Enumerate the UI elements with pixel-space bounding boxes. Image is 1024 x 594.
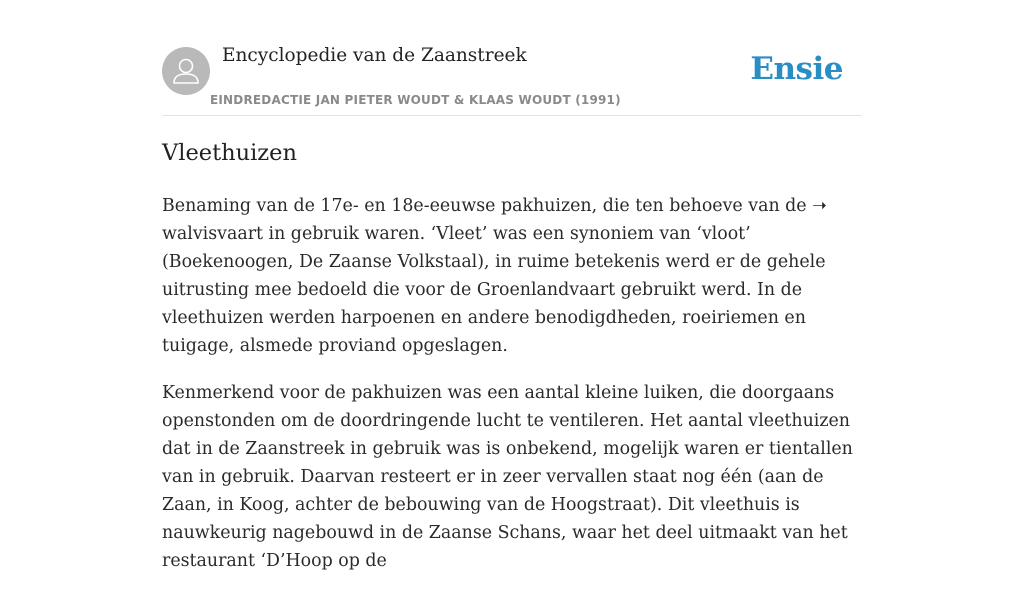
- entry-paragraph-2: Kenmerkend voor de pakhuizen was een aantal kleine luiken, die doorgaans openstonden om de doordringende lucht te ventileren. Het aantal vleethuizen dat in de Zaanstreek in gebruik was is onbekend, mogelijk waren er tientallen van in gebruik. Daarvan resteert er in zeer vervallen staat nog één (aan de Zaan, in Koog, achter de bebouwing van de Hoogstraat). Dit vleethuis is nauwkeurig nagebouwd in de Zaanse Schans, waar het deel uitmaakt van het restaurant ‘D’Hoop op de: [162, 383, 853, 571]
- user-avatar-icon[interactable]: [162, 47, 210, 95]
- source-title[interactable]: Encyclopedie van de Zaanstreek: [222, 45, 527, 66]
- article-page: [162, 0, 862, 571]
- user-silhouette-icon: [162, 47, 210, 95]
- ensie-logo[interactable]: Ensie: [750, 51, 843, 87]
- entry-body: [162, 192, 862, 594]
- editors-credit: EINDREDACTIE JAN PIETER WOUDT & KLAAS WOUDT (1991): [210, 93, 621, 107]
- cross-reference-arrow-icon[interactable]: ➝: [812, 196, 827, 216]
- header-divider: [162, 115, 862, 116]
- paragraph-1-text-end: walvisvaart in gebruik waren. ‘Vleet’ was een synoniem van ‘vloot’ (Boekenoogen, De Zaanse Volkstaal), in ruime betekenis werd er de gehele uitrusting mee bedoeld die voor de Groenlandvaart gebruikt werd. In de vleethuizen werden harpoenen en andere benodigdheden, roeiriemen en tuigage, alsmede proviand opgeslagen.: [162, 224, 826, 356]
- entry-paragraph-1: [162, 192, 862, 360]
- paragraph-1-text-start: Benaming van de 17e- en 18e-eeuwse pakhuizen, die ten behoeve van de: [162, 196, 813, 216]
- entry-title: Vleethuizen: [162, 140, 297, 166]
